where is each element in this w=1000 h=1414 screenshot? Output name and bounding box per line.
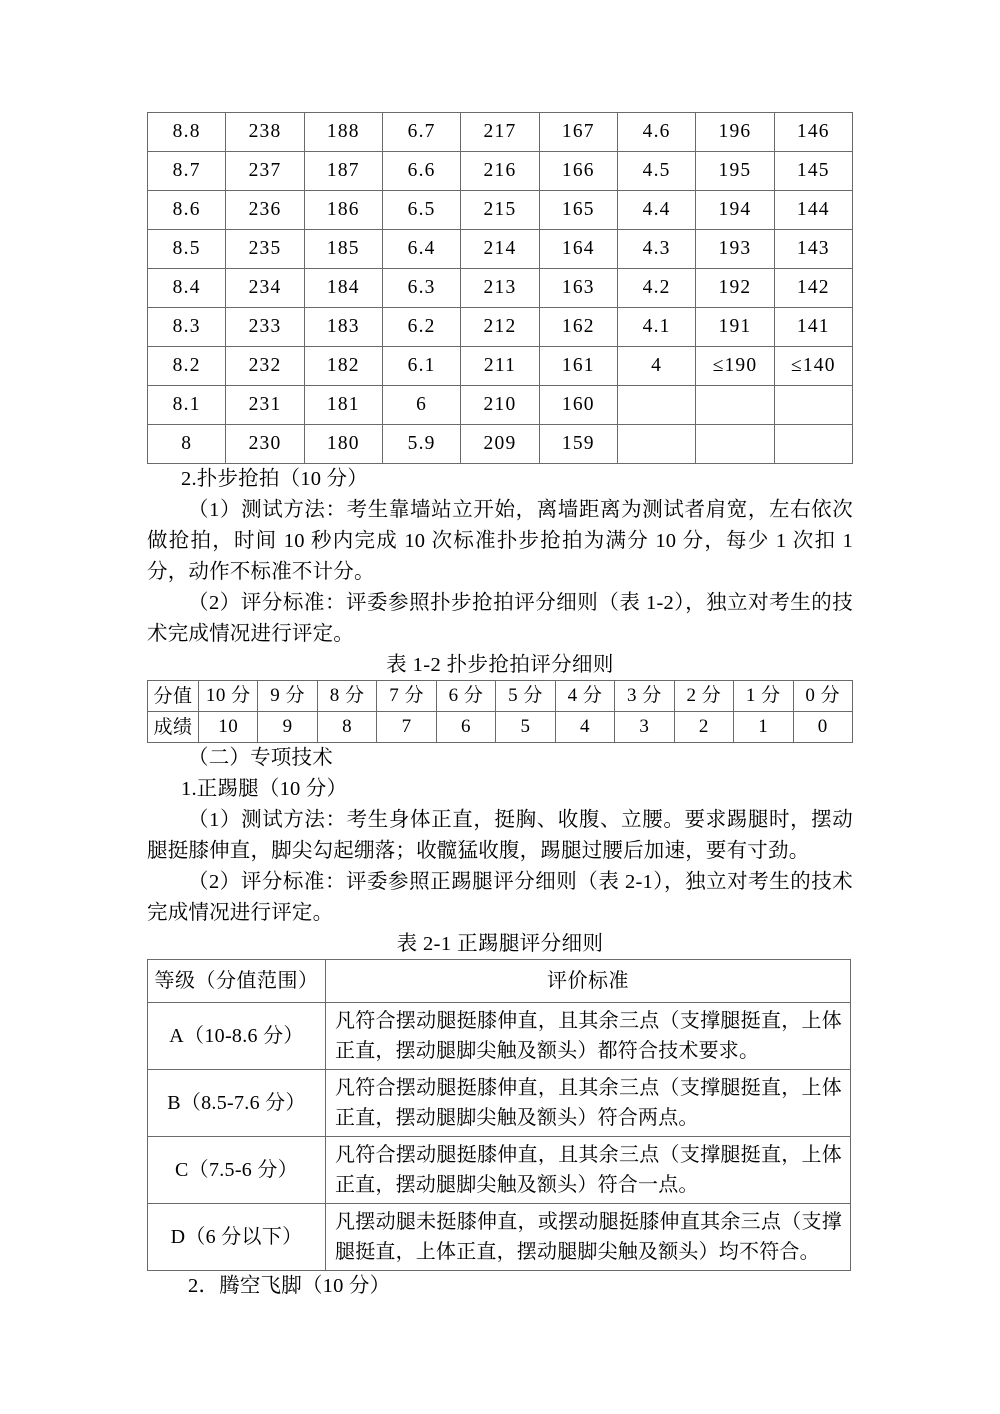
- table-cell: 4.2: [617, 269, 695, 308]
- table-cell: 8.5: [148, 230, 226, 269]
- table-row: [148, 1204, 851, 1271]
- table-cell: 4.6: [617, 113, 695, 152]
- table-cell: 185: [304, 230, 382, 269]
- table-cell: 7: [377, 712, 436, 743]
- table-row: [148, 230, 853, 269]
- section-heading-zhuanxiang: （二）专项技术: [188, 747, 333, 769]
- table-cell: 5.9: [382, 425, 460, 464]
- table-cell: 9 分: [258, 681, 317, 712]
- table-cell: 7 分: [377, 681, 436, 712]
- score-conversion-table-body: [148, 113, 853, 464]
- table-cell: 144: [774, 191, 852, 230]
- table-cell: ≤140: [774, 347, 852, 386]
- table-cell: 160: [539, 386, 617, 425]
- table-cell: 214: [461, 230, 539, 269]
- table-header-row: [148, 960, 851, 1003]
- zhengtitui-method-paragraph: （1）测试方法：考生身体正直，挺胸、收腹、立腰。要求踢腿时，摆动腿挺膝伸直，脚尖勾起绷落；收髋猛收腹，踢腿过腰后加速，要有寸劲。: [147, 809, 853, 862]
- table-row: [148, 425, 853, 464]
- table-row: [148, 1137, 851, 1204]
- table-cell: 6.2: [382, 308, 460, 347]
- table-cell: 145: [774, 152, 852, 191]
- table-row: [148, 681, 853, 712]
- table-cell: 4.5: [617, 152, 695, 191]
- table-cell: 6.4: [382, 230, 460, 269]
- table-2-1: [147, 959, 851, 1271]
- table-cell: 143: [774, 230, 852, 269]
- table-cell: 232: [226, 347, 304, 386]
- table-row: [148, 1003, 851, 1070]
- table-row: [148, 347, 853, 386]
- table-cell: 6.7: [382, 113, 460, 152]
- grade-cell: C（7.5-6 分）: [148, 1137, 326, 1204]
- table-cell: 209: [461, 425, 539, 464]
- table-cell: 162: [539, 308, 617, 347]
- table-cell: 181: [304, 386, 382, 425]
- table-row: [148, 308, 853, 347]
- table-cell: 187: [304, 152, 382, 191]
- table-1-2-body: [148, 681, 853, 743]
- table-cell: 196: [696, 113, 774, 152]
- criteria-cell: 凡摆动腿未挺膝伸直，或摆动腿挺膝伸直其余三点（支撑腿挺直，上体正直，摆动腿脚尖触及额头）均不符合。: [326, 1204, 851, 1271]
- criteria-cell: 凡符合摆动腿挺膝伸直，且其余三点（支撑腿挺直，上体正直，摆动腿脚尖触及额头）都符合技术要求。: [326, 1003, 851, 1070]
- table-cell: 2: [674, 712, 733, 743]
- table-cell: 233: [226, 308, 304, 347]
- table-cell: 10: [199, 712, 258, 743]
- table-cell: 8.1: [148, 386, 226, 425]
- table-cell: 230: [226, 425, 304, 464]
- table-cell: 8 分: [317, 681, 376, 712]
- subsection-heading-zhengtitui: 1.正踢腿（10 分）: [181, 778, 348, 800]
- table-cell: 1 分: [734, 681, 793, 712]
- table-cell: 211: [461, 347, 539, 386]
- table-cell: 10 分: [199, 681, 258, 712]
- table-cell: 217: [461, 113, 539, 152]
- pubu-method-paragraph: （1）测试方法：考生靠墙站立开始，离墙距离为测试者肩宽，左右依次做抢拍，时间 10 秒内完成 10 次标准扑步抢拍为满分 10 分，每少 1 次扣 1 分，动作不标准不计分。: [147, 499, 853, 583]
- table-cell: 235: [226, 230, 304, 269]
- table-2-1-caption: 表 2-1 正踢腿评分细则: [396, 933, 604, 955]
- table-cell: 212: [461, 308, 539, 347]
- table-cell: 8.6: [148, 191, 226, 230]
- table-cell: 5 分: [496, 681, 555, 712]
- pubu-criteria-paragraph: （2）评分标准：评委参照扑步抢拍评分细则（表 1-2），独立对考生的技术完成情况进行评定。: [147, 592, 853, 645]
- table-cell: 180: [304, 425, 382, 464]
- table-cell: 3: [615, 712, 674, 743]
- table-cell: 165: [539, 191, 617, 230]
- table-cell: 215: [461, 191, 539, 230]
- table-cell: 3 分: [615, 681, 674, 712]
- table-row: [148, 712, 853, 743]
- table-cell: 213: [461, 269, 539, 308]
- table-cell: 4: [617, 347, 695, 386]
- table-cell: 1: [734, 712, 793, 743]
- table-cell: [774, 425, 852, 464]
- zhengtitui-criteria-paragraph: （2）评分标准：评委参照正踢腿评分细则（表 2-1），独立对考生的技术完成情况进行评定。: [147, 871, 853, 924]
- table-cell: [617, 386, 695, 425]
- table-cell: 6: [382, 386, 460, 425]
- grade-cell: B（8.5-7.6 分）: [148, 1070, 326, 1137]
- table-row: [148, 191, 853, 230]
- table-cell: 163: [539, 269, 617, 308]
- table-cell: [696, 386, 774, 425]
- grade-cell: A（10-8.6 分）: [148, 1003, 326, 1070]
- table-row: [148, 1070, 851, 1137]
- table-cell: ≤190: [696, 347, 774, 386]
- table-cell: 6.3: [382, 269, 460, 308]
- table-cell: 238: [226, 113, 304, 152]
- table-row: [148, 269, 853, 308]
- row-label-score-value: 分值: [148, 681, 199, 712]
- table-cell: 216: [461, 152, 539, 191]
- grade-cell: D（6 分以下）: [148, 1204, 326, 1271]
- table-cell: 8.8: [148, 113, 226, 152]
- table-cell: 141: [774, 308, 852, 347]
- table-cell: 210: [461, 386, 539, 425]
- table-cell: 8.3: [148, 308, 226, 347]
- table-cell: 167: [539, 113, 617, 152]
- table-row: [148, 113, 853, 152]
- table-cell: 4 分: [555, 681, 614, 712]
- table-cell: 182: [304, 347, 382, 386]
- table-cell: 236: [226, 191, 304, 230]
- table-cell: 9: [258, 712, 317, 743]
- table-cell: 6.5: [382, 191, 460, 230]
- table-cell: 4.4: [617, 191, 695, 230]
- table-cell: 4.3: [617, 230, 695, 269]
- table-cell: [617, 425, 695, 464]
- table-cell: 237: [226, 152, 304, 191]
- table-cell: 183: [304, 308, 382, 347]
- table-cell: 193: [696, 230, 774, 269]
- table-cell: 2 分: [674, 681, 733, 712]
- table-cell: 146: [774, 113, 852, 152]
- table-cell: 192: [696, 269, 774, 308]
- table-cell: 161: [539, 347, 617, 386]
- column-header-criteria: 评价标准: [326, 960, 851, 1003]
- table-row: [148, 386, 853, 425]
- table-cell: 194: [696, 191, 774, 230]
- table-cell: 231: [226, 386, 304, 425]
- row-label-result: 成绩: [148, 712, 199, 743]
- criteria-cell: 凡符合摆动腿挺膝伸直，且其余三点（支撑腿挺直，上体正直，摆动腿脚尖触及额头）符合一点。: [326, 1137, 851, 1204]
- section-heading-tengkongfeijiao: 2．腾空飞脚（10 分）: [188, 1275, 391, 1297]
- table-cell: 164: [539, 230, 617, 269]
- table-cell: 4.1: [617, 308, 695, 347]
- table-2-1-body: [148, 960, 851, 1271]
- table-cell: 0 分: [793, 681, 852, 712]
- table-cell: 184: [304, 269, 382, 308]
- table-cell: 166: [539, 152, 617, 191]
- table-cell: 6 分: [436, 681, 495, 712]
- section-heading-pubu: 2.扑步抢拍（10 分）: [181, 468, 368, 490]
- table-cell: 6: [436, 712, 495, 743]
- table-row: [148, 152, 853, 191]
- score-conversion-table: [147, 112, 853, 464]
- table-cell: 8.2: [148, 347, 226, 386]
- table-cell: 6.1: [382, 347, 460, 386]
- table-cell: 6.6: [382, 152, 460, 191]
- table-cell: 188: [304, 113, 382, 152]
- table-cell: 4: [555, 712, 614, 743]
- table-cell: [774, 386, 852, 425]
- table-cell: 5: [496, 712, 555, 743]
- table-cell: 8: [148, 425, 226, 464]
- table-cell: 195: [696, 152, 774, 191]
- table-1-2-caption: 表 1-2 扑步抢拍评分细则: [386, 654, 614, 676]
- criteria-cell: 凡符合摆动腿挺膝伸直，且其余三点（支撑腿挺直，上体正直，摆动腿脚尖触及额头）符合两点。: [326, 1070, 851, 1137]
- table-cell: 186: [304, 191, 382, 230]
- column-header-grade: 等级（分值范围）: [148, 960, 326, 1003]
- table-cell: 191: [696, 308, 774, 347]
- table-cell: 234: [226, 269, 304, 308]
- table-cell: [696, 425, 774, 464]
- table-cell: 0: [793, 712, 852, 743]
- table-cell: 8.4: [148, 269, 226, 308]
- table-cell: 8: [317, 712, 376, 743]
- table-cell: 8.7: [148, 152, 226, 191]
- table-cell: 159: [539, 425, 617, 464]
- page-content: [147, 112, 853, 1302]
- table-1-2: [147, 680, 853, 743]
- table-cell: 142: [774, 269, 852, 308]
